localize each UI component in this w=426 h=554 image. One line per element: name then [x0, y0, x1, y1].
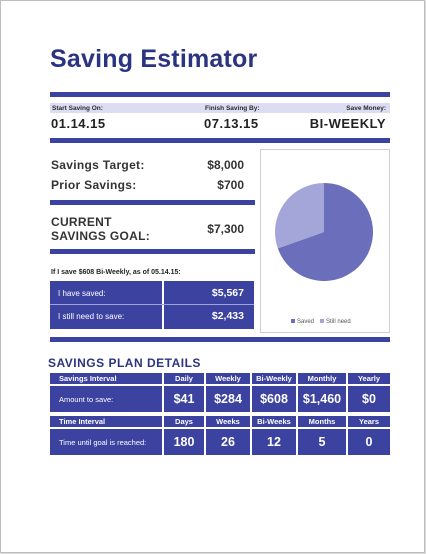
time-header-cell-2: Bi-Weeks	[252, 416, 296, 427]
amount-cell-1: $284	[206, 386, 250, 412]
interval-header-cell-2: Bi-Weekly	[252, 373, 296, 384]
prior-savings-value: $700	[217, 178, 244, 192]
amount-cell-4: $0	[348, 386, 390, 412]
saved-label: I have saved:	[58, 289, 106, 298]
legend-swatch-saved	[291, 319, 295, 323]
time-cell-2: 12	[252, 429, 296, 455]
current-goal-label	[51, 215, 150, 243]
save-frequency: BI-WEEKLY	[309, 116, 386, 131]
time-header-cell-4: Years	[348, 416, 390, 427]
current-goal-value: $7,300	[207, 222, 244, 236]
time-cell-1: 26	[206, 429, 250, 455]
progress-note: If I save $608 Bi-Weekly, as of 05.14.15:	[51, 269, 181, 276]
header-top-bar	[50, 92, 390, 97]
legend-label-saved: Saved	[297, 319, 315, 325]
amount-label: Amount to save:	[50, 386, 162, 412]
time-cell-4: 0	[348, 429, 390, 455]
amount-cell-0: $41	[164, 386, 204, 412]
need-label: I still need to save:	[58, 312, 125, 321]
time-header-cell-3: Months	[298, 416, 346, 427]
interval-header-cell-1: Weekly	[206, 373, 250, 384]
legend-item-saved	[291, 319, 314, 325]
savings-target-label: Savings Target:	[51, 158, 145, 172]
saved-value: $5,567	[211, 287, 244, 299]
finish-date: 07.13.15	[204, 116, 259, 131]
pie-chart	[261, 150, 391, 334]
header-bottom-bar	[50, 138, 390, 143]
chart-bottom-bar	[50, 337, 390, 342]
legend-swatch-still-need	[320, 319, 324, 323]
goal-divider-bar	[50, 249, 255, 254]
pie-chart-frame	[260, 149, 390, 333]
progress-row-divider	[50, 304, 254, 305]
time-label: Time until goal is reached:	[50, 429, 162, 455]
time-header-cell-1: Weeks	[206, 416, 250, 427]
interval-header-cell-4: Yearly	[348, 373, 390, 384]
legend-item-still-need	[320, 319, 351, 325]
current-goal-label-line1: CURRENT	[51, 215, 112, 229]
interval-header-cell-3: Monthly	[298, 373, 346, 384]
targets-divider-bar	[50, 200, 255, 205]
save-money-label: Save Money:	[346, 105, 386, 112]
finish-saving-label: Finish Saving By:	[205, 105, 260, 112]
start-date: 01.14.15	[51, 116, 106, 131]
time-cell-3: 5	[298, 429, 346, 455]
plan-section-title: SAVINGS PLAN DETAILS	[48, 356, 201, 370]
legend-label-still-need: Still need	[326, 319, 351, 325]
prior-savings-label: Prior Savings:	[51, 178, 137, 192]
time-header-label: Time Interval	[50, 416, 162, 427]
interval-header-cell-0: Daily	[164, 373, 204, 384]
interval-header-label: Savings Interval	[50, 373, 162, 384]
pie-legend	[291, 319, 351, 325]
need-value: $2,433	[211, 310, 244, 322]
page-title: Saving Estimator	[50, 45, 258, 73]
start-saving-label: Start Saving On:	[52, 105, 103, 112]
amount-cell-2: $608	[252, 386, 296, 412]
time-cell-0: 180	[164, 429, 204, 455]
current-goal-label-line2: SAVINGS GOAL:	[51, 229, 151, 243]
savings-target-value: $8,000	[207, 158, 244, 172]
time-header-cell-0: Days	[164, 416, 204, 427]
amount-cell-3: $1,460	[298, 386, 346, 412]
